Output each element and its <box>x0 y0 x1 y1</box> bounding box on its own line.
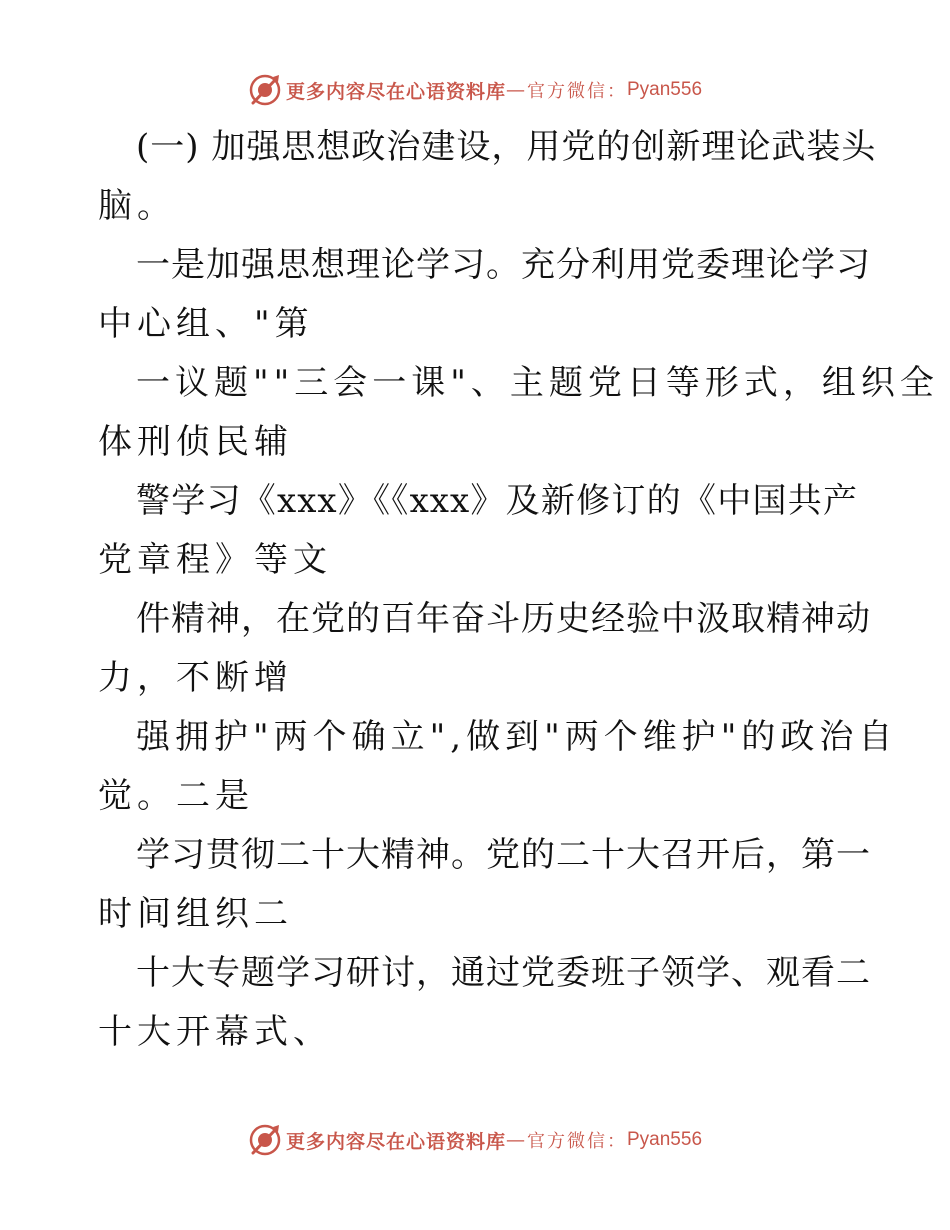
text-line: 觉。二是 <box>98 776 254 816</box>
banner-wechat-label: 官方微信： <box>527 1131 627 1152</box>
banner-wechat-id: Pyan556 <box>627 79 703 100</box>
text-line: 十大专题学习研讨，通过党委班子领学、观看二 <box>136 953 871 993</box>
text-line: 党章程》等文 <box>98 540 332 580</box>
text-line: 学习贯彻二十大精神。党的二十大召开后，第一 <box>136 835 871 875</box>
text-line: 脑。 <box>98 186 176 226</box>
banner-main-text: 更多内容尽在心语资料库 <box>285 1130 506 1153</box>
text-line: 一议题""三会一课"、主题党日等形式，组织全 <box>136 363 939 403</box>
banner-dash: — <box>506 1129 525 1151</box>
text-line: 体刑侦民辅 <box>98 422 293 462</box>
text-line: 警学习《xxx》《《xxx》及新修订的《中国共产 <box>136 481 858 521</box>
text-line: 时间组织二 <box>98 894 293 934</box>
banner-wechat-label: 官方微信： <box>527 81 627 102</box>
banner-main-text: 更多内容尽在心语资料库 <box>285 80 506 103</box>
footer-watermark-banner <box>0 1120 950 1160</box>
pen-circle-logo-icon <box>248 73 282 107</box>
text-line: 十大开幕式、 <box>98 1012 332 1052</box>
text-line: 强拥护"两个确立",做到"两个维护"的政治自 <box>136 717 898 757</box>
text-line: (一) 加强思想政治建设，用党的创新理论武装头 <box>136 127 877 167</box>
document-body <box>98 118 939 1062</box>
text-line: 件精神，在党的百年奋斗历史经验中汲取精神动 <box>136 599 871 639</box>
banner-wechat-id: Pyan556 <box>627 1129 703 1150</box>
header-watermark-banner <box>0 70 950 110</box>
text-line: 一是加强思想理论学习。充分利用党委理论学习 <box>136 245 871 285</box>
pen-circle-logo-icon <box>248 1123 282 1157</box>
text-line: 力，不断增 <box>98 658 293 698</box>
text-line: 中心组、"第 <box>98 304 314 344</box>
banner-dash: — <box>506 79 525 101</box>
